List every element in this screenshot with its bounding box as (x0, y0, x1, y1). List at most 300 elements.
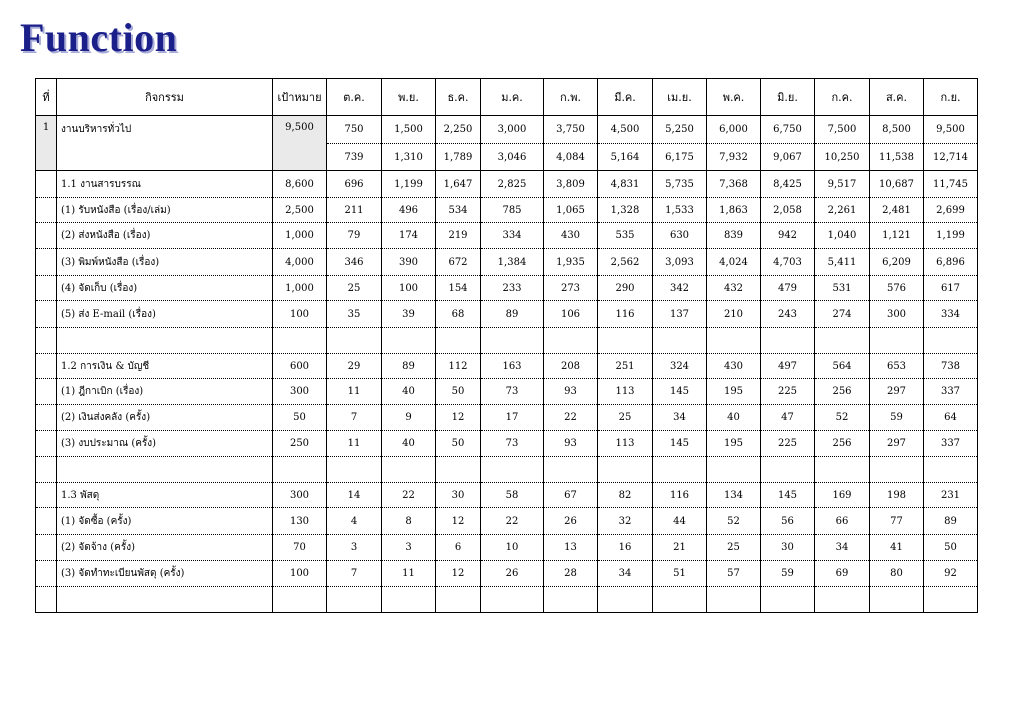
month-value-cell: 3 (327, 535, 382, 561)
main-plan-row (36, 116, 978, 144)
month-value-cell (870, 587, 924, 613)
header-month: ม.ค. (481, 79, 544, 116)
month-value-cell: 30 (761, 535, 815, 561)
header-month: ส.ค. (870, 79, 924, 116)
header-month: มิ.ย. (761, 79, 815, 116)
plan-cell: 750 (327, 116, 382, 144)
page-title: Function (20, 15, 178, 60)
month-value-cell: 73 (481, 379, 544, 405)
plan-cell: 3,750 (544, 116, 598, 144)
month-value-cell: 324 (653, 354, 707, 379)
month-value-cell: 30 (436, 483, 481, 508)
header-month: ก.พ. (544, 79, 598, 116)
month-value-cell: 672 (436, 249, 481, 276)
month-value-cell (598, 457, 653, 483)
month-value-cell: 3,093 (653, 249, 707, 276)
month-value-cell: 21 (653, 535, 707, 561)
month-value-cell: 7 (327, 405, 382, 431)
month-value-cell: 11 (327, 379, 382, 405)
month-value-cell (707, 328, 761, 354)
month-value-cell: 11 (382, 561, 436, 587)
month-value-cell: 25 (707, 535, 761, 561)
target-cell: 100 (273, 561, 327, 587)
month-value-cell: 1,384 (481, 249, 544, 276)
month-value-cell: 137 (653, 301, 707, 328)
activity-cell: (2) จัดจ้าง (ครั้ง) (57, 535, 273, 561)
month-value-cell: 432 (707, 276, 761, 301)
header-target: เป้าหมาย (273, 79, 327, 116)
month-value-cell: 106 (544, 301, 598, 328)
header-row (36, 79, 978, 116)
month-value-cell: 50 (436, 431, 481, 457)
month-value-cell: 696 (327, 171, 382, 198)
month-value-cell: 8 (382, 508, 436, 535)
activity-cell: 1.1 งานสารบรรณ (57, 171, 273, 198)
target-cell: 50 (273, 405, 327, 431)
blank-row (36, 587, 978, 613)
month-value-cell: 630 (653, 223, 707, 249)
month-value-cell: 8,425 (761, 171, 815, 198)
month-value-cell: 496 (382, 198, 436, 223)
month-value-cell: 342 (653, 276, 707, 301)
month-value-cell: 1,199 (382, 171, 436, 198)
month-value-cell: 34 (815, 535, 870, 561)
month-value-cell: 11,745 (924, 171, 978, 198)
month-value-cell (761, 457, 815, 483)
month-value-cell: 32 (598, 508, 653, 535)
month-value-cell: 73 (481, 431, 544, 457)
row-number (36, 223, 57, 249)
month-value-cell: 2,261 (815, 198, 870, 223)
table-row (36, 301, 978, 328)
header-month: พ.ค. (707, 79, 761, 116)
table-row (36, 431, 978, 457)
month-value-cell: 225 (761, 379, 815, 405)
month-value-cell (924, 328, 978, 354)
month-value-cell: 25 (327, 276, 382, 301)
month-value-cell: 219 (436, 223, 481, 249)
month-value-cell: 64 (924, 405, 978, 431)
month-value-cell: 1,935 (544, 249, 598, 276)
actual-cell: 7,932 (707, 144, 761, 171)
row-number (36, 276, 57, 301)
target-cell: 8,600 (273, 171, 327, 198)
month-value-cell: 334 (924, 301, 978, 328)
month-value-cell: 6 (436, 535, 481, 561)
row-number (36, 301, 57, 328)
month-value-cell: 9,517 (815, 171, 870, 198)
target-cell (273, 587, 327, 613)
activity-cell: งานบริหารทั่วไป (57, 116, 273, 171)
actual-cell: 3,046 (481, 144, 544, 171)
month-value-cell: 7,368 (707, 171, 761, 198)
month-value-cell: 243 (761, 301, 815, 328)
month-value-cell: 4,703 (761, 249, 815, 276)
month-value-cell: 210 (707, 301, 761, 328)
month-value-cell: 79 (327, 223, 382, 249)
month-value-cell (327, 328, 382, 354)
month-value-cell: 145 (761, 483, 815, 508)
month-value-cell (327, 457, 382, 483)
actual-cell: 11,538 (870, 144, 924, 171)
month-value-cell (544, 457, 598, 483)
row-number (36, 587, 57, 613)
month-value-cell: 134 (707, 483, 761, 508)
month-value-cell: 28 (544, 561, 598, 587)
month-value-cell: 40 (382, 379, 436, 405)
target-cell: 1,000 (273, 276, 327, 301)
month-value-cell: 346 (327, 249, 382, 276)
month-value-cell: 82 (598, 483, 653, 508)
month-value-cell: 67 (544, 483, 598, 508)
month-value-cell: 231 (924, 483, 978, 508)
month-value-cell (761, 328, 815, 354)
month-value-cell: 29 (327, 354, 382, 379)
month-value-cell: 225 (761, 431, 815, 457)
month-value-cell: 2,825 (481, 171, 544, 198)
month-value-cell: 1,533 (653, 198, 707, 223)
month-value-cell: 22 (481, 508, 544, 535)
month-value-cell: 11 (327, 431, 382, 457)
month-value-cell: 1,647 (436, 171, 481, 198)
month-value-cell: 785 (481, 198, 544, 223)
target-cell: 1,000 (273, 223, 327, 249)
activity-cell (57, 587, 273, 613)
function-table (35, 78, 978, 613)
activity-cell (57, 328, 273, 354)
month-value-cell (707, 587, 761, 613)
month-value-cell (598, 328, 653, 354)
month-value-cell: 50 (436, 379, 481, 405)
month-value-cell: 297 (870, 379, 924, 405)
plan-cell: 1,500 (382, 116, 436, 144)
target-cell: 9,500 (273, 116, 327, 171)
month-value-cell: 169 (815, 483, 870, 508)
month-value-cell: 58 (481, 483, 544, 508)
month-value-cell: 6,209 (870, 249, 924, 276)
table-row (36, 405, 978, 431)
plan-cell: 6,750 (761, 116, 815, 144)
month-value-cell: 89 (481, 301, 544, 328)
row-number (36, 379, 57, 405)
month-value-cell: 10,687 (870, 171, 924, 198)
month-value-cell (436, 587, 481, 613)
activity-cell (57, 457, 273, 483)
month-value-cell: 531 (815, 276, 870, 301)
header-month: ก.ค. (815, 79, 870, 116)
plan-cell: 2,250 (436, 116, 481, 144)
month-value-cell: 35 (327, 301, 382, 328)
row-number (36, 354, 57, 379)
actual-cell: 4,084 (544, 144, 598, 171)
plan-cell: 3,000 (481, 116, 544, 144)
header-activity: กิจกรรม (57, 79, 273, 116)
target-cell (273, 457, 327, 483)
actual-cell: 1,310 (382, 144, 436, 171)
table-row (36, 483, 978, 508)
month-value-cell: 51 (653, 561, 707, 587)
month-value-cell: 113 (598, 431, 653, 457)
plan-cell: 5,250 (653, 116, 707, 144)
month-value-cell: 256 (815, 379, 870, 405)
month-value-cell: 40 (382, 431, 436, 457)
month-value-cell: 198 (870, 483, 924, 508)
blank-row (36, 328, 978, 354)
month-value-cell (924, 457, 978, 483)
month-value-cell: 26 (544, 508, 598, 535)
activity-cell: (2) ส่งหนังสือ (เรื่อง) (57, 223, 273, 249)
month-value-cell: 1,121 (870, 223, 924, 249)
month-value-cell: 497 (761, 354, 815, 379)
table-row (36, 171, 978, 198)
month-value-cell (544, 587, 598, 613)
month-value-cell (653, 587, 707, 613)
month-value-cell: 26 (481, 561, 544, 587)
month-value-cell: 738 (924, 354, 978, 379)
month-value-cell: 116 (598, 301, 653, 328)
table-row (36, 276, 978, 301)
month-value-cell: 4,831 (598, 171, 653, 198)
table-row (36, 198, 978, 223)
activity-cell: (3) งบประมาณ (ครั้ง) (57, 431, 273, 457)
table-row (36, 535, 978, 561)
actual-cell: 10,250 (815, 144, 870, 171)
month-value-cell: 69 (815, 561, 870, 587)
month-value-cell (598, 587, 653, 613)
row-number (36, 483, 57, 508)
month-value-cell: 195 (707, 379, 761, 405)
header-month: ธ.ค. (436, 79, 481, 116)
month-value-cell: 839 (707, 223, 761, 249)
month-value-cell: 211 (327, 198, 382, 223)
month-value-cell (653, 328, 707, 354)
month-value-cell: 50 (924, 535, 978, 561)
month-value-cell (382, 328, 436, 354)
table-row (36, 561, 978, 587)
table-row (36, 379, 978, 405)
month-value-cell (481, 328, 544, 354)
month-value-cell: 17 (481, 405, 544, 431)
month-value-cell (815, 457, 870, 483)
month-value-cell (481, 587, 544, 613)
month-value-cell: 5,735 (653, 171, 707, 198)
month-value-cell: 1,328 (598, 198, 653, 223)
month-value-cell: 4 (327, 508, 382, 535)
header-month: มี.ค. (598, 79, 653, 116)
month-value-cell (653, 457, 707, 483)
month-value-cell: 297 (870, 431, 924, 457)
month-value-cell (815, 587, 870, 613)
month-value-cell: 430 (544, 223, 598, 249)
month-value-cell: 80 (870, 561, 924, 587)
month-value-cell (870, 328, 924, 354)
month-value-cell: 44 (653, 508, 707, 535)
month-value-cell (870, 457, 924, 483)
month-value-cell: 576 (870, 276, 924, 301)
month-value-cell: 12 (436, 561, 481, 587)
row-number (36, 431, 57, 457)
activity-cell: (1) จัดซื้อ (ครั้ง) (57, 508, 273, 535)
actual-cell: 6,175 (653, 144, 707, 171)
month-value-cell (707, 457, 761, 483)
month-value-cell: 39 (382, 301, 436, 328)
month-value-cell: 337 (924, 431, 978, 457)
month-value-cell: 251 (598, 354, 653, 379)
activity-cell: (3) พิมพ์หนังสือ (เรื่อง) (57, 249, 273, 276)
month-value-cell: 145 (653, 431, 707, 457)
plan-cell: 9,500 (924, 116, 978, 144)
plan-cell: 8,500 (870, 116, 924, 144)
month-value-cell: 77 (870, 508, 924, 535)
table-row (36, 249, 978, 276)
activity-cell: (2) เงินส่งคลัง (ครั้ง) (57, 405, 273, 431)
month-value-cell: 174 (382, 223, 436, 249)
month-value-cell: 25 (598, 405, 653, 431)
target-cell (273, 328, 327, 354)
month-value-cell: 100 (382, 276, 436, 301)
plan-cell: 6,000 (707, 116, 761, 144)
actual-cell: 9,067 (761, 144, 815, 171)
month-value-cell: 337 (924, 379, 978, 405)
month-value-cell: 89 (382, 354, 436, 379)
month-value-cell: 1,040 (815, 223, 870, 249)
month-value-cell: 52 (815, 405, 870, 431)
month-value-cell: 479 (761, 276, 815, 301)
month-value-cell: 52 (707, 508, 761, 535)
table-body (36, 116, 978, 613)
target-cell: 70 (273, 535, 327, 561)
month-value-cell (327, 587, 382, 613)
month-value-cell: 564 (815, 354, 870, 379)
row-number (36, 405, 57, 431)
month-value-cell: 145 (653, 379, 707, 405)
month-value-cell: 1,199 (924, 223, 978, 249)
month-value-cell: 16 (598, 535, 653, 561)
plan-cell: 4,500 (598, 116, 653, 144)
row-number (36, 535, 57, 561)
month-value-cell: 13 (544, 535, 598, 561)
target-cell: 600 (273, 354, 327, 379)
month-value-cell: 9 (382, 405, 436, 431)
month-value-cell: 163 (481, 354, 544, 379)
month-value-cell: 3 (382, 535, 436, 561)
month-value-cell: 59 (870, 405, 924, 431)
month-value-cell: 2,562 (598, 249, 653, 276)
month-value-cell: 534 (436, 198, 481, 223)
month-value-cell (481, 457, 544, 483)
month-value-cell: 535 (598, 223, 653, 249)
month-value-cell: 2,058 (761, 198, 815, 223)
month-value-cell: 22 (544, 405, 598, 431)
month-value-cell: 653 (870, 354, 924, 379)
month-value-cell: 56 (761, 508, 815, 535)
row-number (36, 171, 57, 198)
month-value-cell: 430 (707, 354, 761, 379)
month-value-cell: 5,411 (815, 249, 870, 276)
month-value-cell: 2,481 (870, 198, 924, 223)
month-value-cell: 7 (327, 561, 382, 587)
activity-cell: (1) ฎีกาเบิก (เรื่อง) (57, 379, 273, 405)
month-value-cell (924, 587, 978, 613)
month-value-cell: 195 (707, 431, 761, 457)
row-number: 1 (36, 116, 57, 171)
header-month: ต.ค. (327, 79, 382, 116)
row-number (36, 561, 57, 587)
month-value-cell: 4,024 (707, 249, 761, 276)
month-value-cell: 34 (598, 561, 653, 587)
activity-cell: (5) ส่ง E-mail (เรื่อง) (57, 301, 273, 328)
target-cell: 2,500 (273, 198, 327, 223)
target-cell: 130 (273, 508, 327, 535)
month-value-cell: 942 (761, 223, 815, 249)
month-value-cell: 93 (544, 431, 598, 457)
row-number (36, 249, 57, 276)
month-value-cell: 274 (815, 301, 870, 328)
activity-cell: (1) รับหนังสือ (เรื่อง/เล่ม) (57, 198, 273, 223)
month-value-cell: 273 (544, 276, 598, 301)
month-value-cell: 22 (382, 483, 436, 508)
row-number (36, 328, 57, 354)
target-cell: 300 (273, 483, 327, 508)
month-value-cell: 10 (481, 535, 544, 561)
target-cell: 100 (273, 301, 327, 328)
header-month: เม.ย. (653, 79, 707, 116)
activity-cell: (3) จัดทำทะเบียนพัสดุ (ครั้ง) (57, 561, 273, 587)
month-value-cell: 12 (436, 508, 481, 535)
month-value-cell: 2,699 (924, 198, 978, 223)
month-value-cell: 47 (761, 405, 815, 431)
row-number (36, 198, 57, 223)
row-number (36, 457, 57, 483)
month-value-cell: 12 (436, 405, 481, 431)
month-value-cell (382, 457, 436, 483)
target-cell: 300 (273, 379, 327, 405)
month-value-cell: 93 (544, 379, 598, 405)
month-value-cell: 1,863 (707, 198, 761, 223)
activity-cell: 1.3 พัสดุ (57, 483, 273, 508)
month-value-cell: 41 (870, 535, 924, 561)
month-value-cell: 300 (870, 301, 924, 328)
month-value-cell (761, 587, 815, 613)
month-value-cell: 34 (653, 405, 707, 431)
month-value-cell: 57 (707, 561, 761, 587)
table-row (36, 354, 978, 379)
month-value-cell: 112 (436, 354, 481, 379)
activity-cell: 1.2 การเงิน & บัญชี (57, 354, 273, 379)
actual-cell: 739 (327, 144, 382, 171)
month-value-cell: 89 (924, 508, 978, 535)
row-number (36, 508, 57, 535)
month-value-cell: 390 (382, 249, 436, 276)
month-value-cell: 3,809 (544, 171, 598, 198)
month-value-cell (382, 587, 436, 613)
month-value-cell: 1,065 (544, 198, 598, 223)
month-value-cell: 208 (544, 354, 598, 379)
month-value-cell: 334 (481, 223, 544, 249)
table-row (36, 508, 978, 535)
month-value-cell: 290 (598, 276, 653, 301)
month-value-cell: 113 (598, 379, 653, 405)
table-row (36, 223, 978, 249)
header-month: พ.ย. (382, 79, 436, 116)
target-cell: 4,000 (273, 249, 327, 276)
actual-cell: 1,789 (436, 144, 481, 171)
month-value-cell: 256 (815, 431, 870, 457)
month-value-cell (815, 328, 870, 354)
month-value-cell: 154 (436, 276, 481, 301)
header-month: ก.ย. (924, 79, 978, 116)
month-value-cell: 617 (924, 276, 978, 301)
